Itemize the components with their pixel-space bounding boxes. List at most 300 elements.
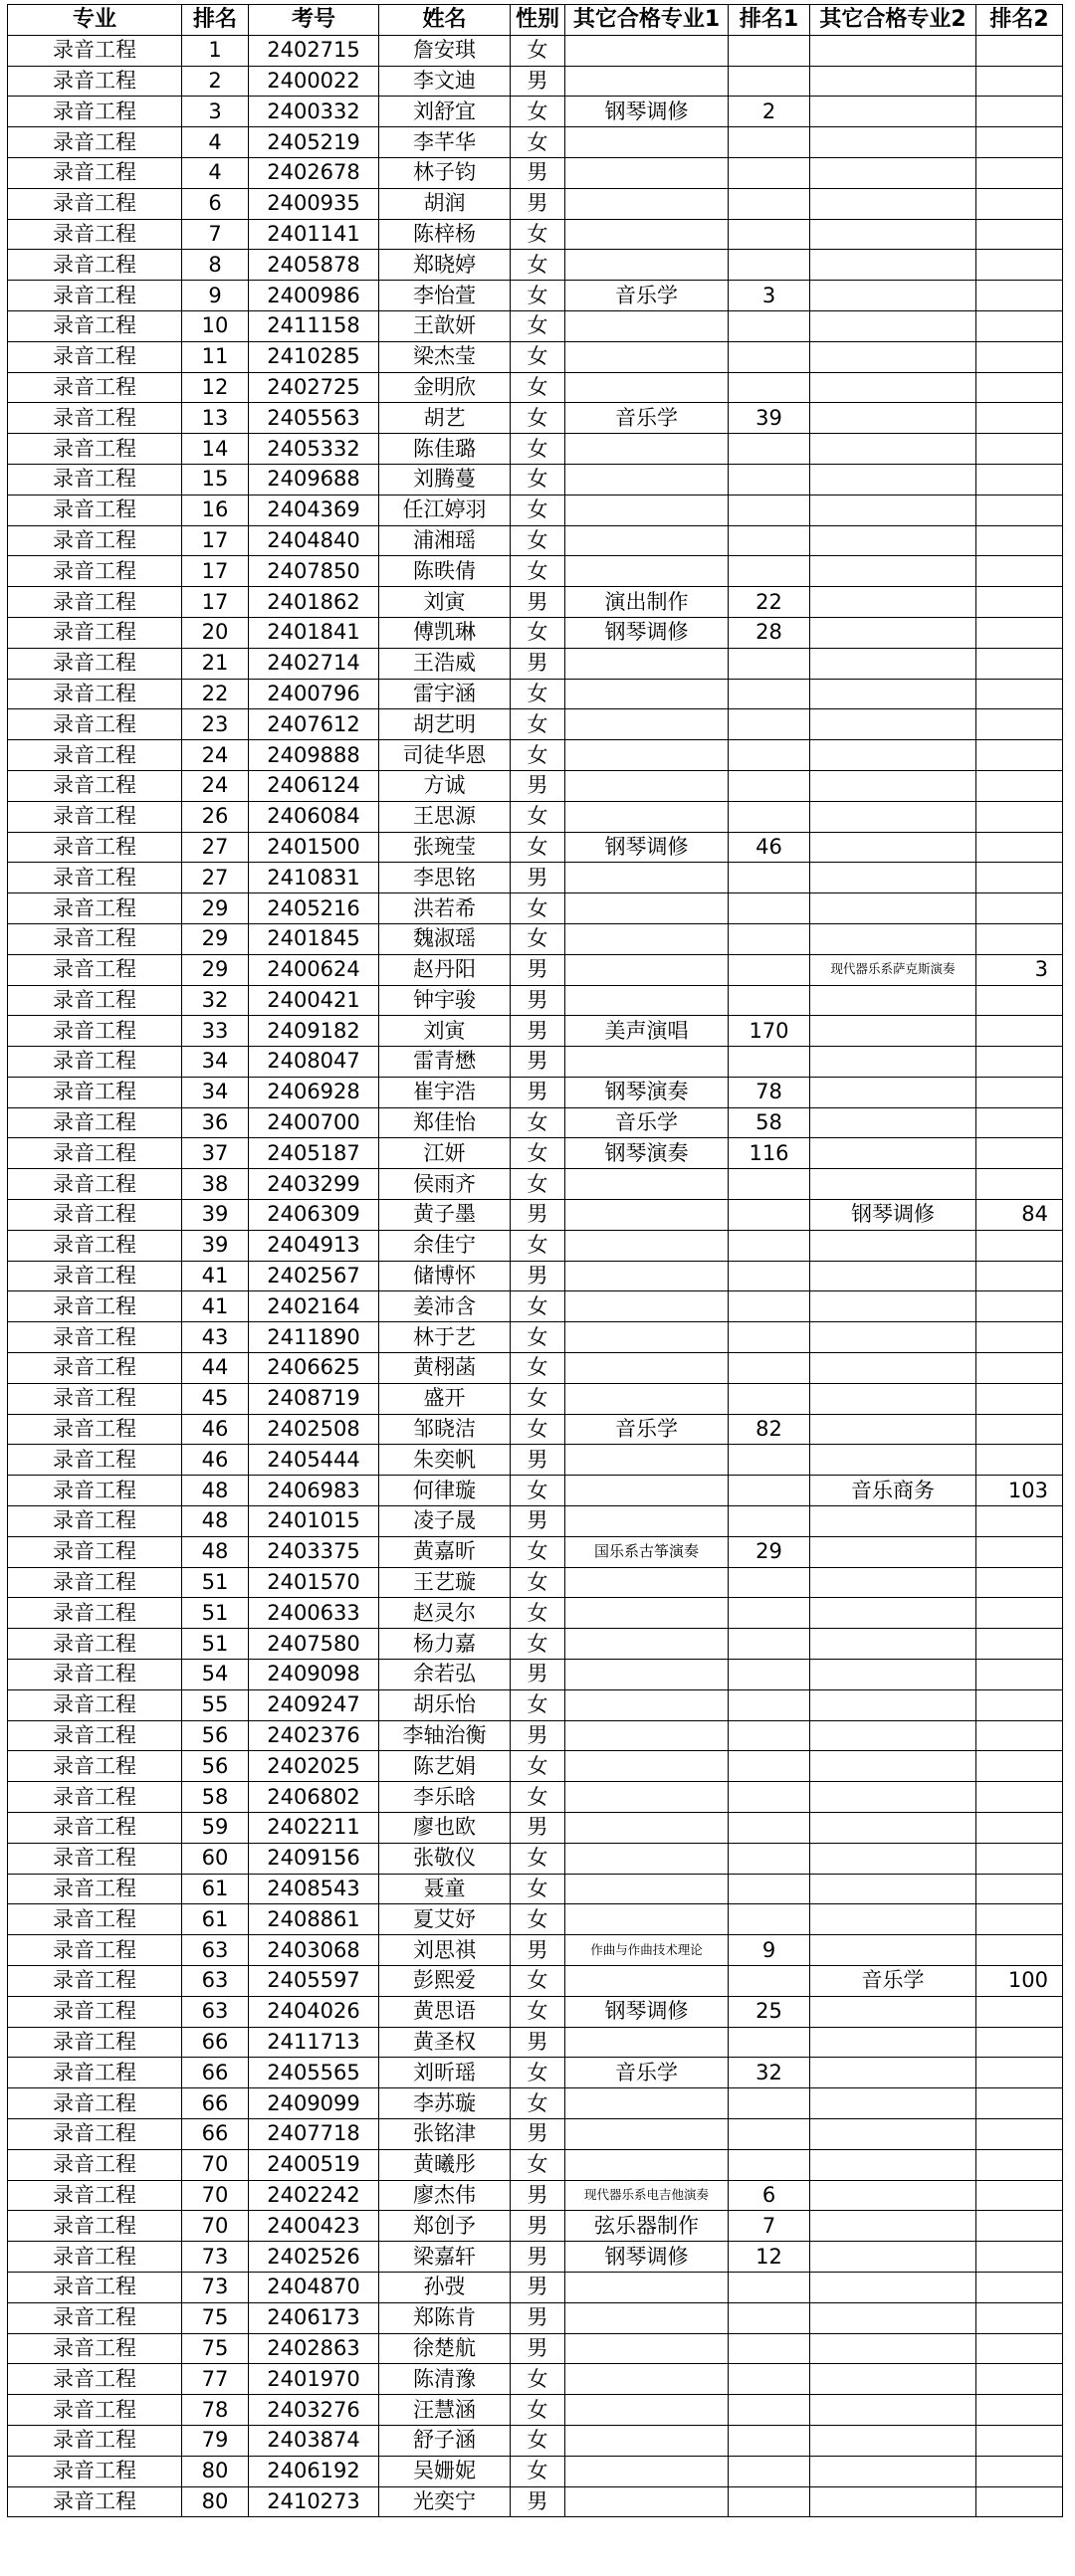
other-major-2-cell xyxy=(810,127,976,158)
gender-cell: 女 xyxy=(511,1843,565,1874)
rank-1-cell xyxy=(729,1966,810,1997)
name-cell: 刘舒宜 xyxy=(379,97,511,127)
rank-1-cell xyxy=(729,1904,810,1935)
major-cell: 录音工程 xyxy=(8,1322,182,1353)
exam-number-cell: 2402567 xyxy=(249,1261,379,1291)
exam-number-cell: 2402725 xyxy=(249,372,379,403)
other-major-1-cell xyxy=(565,66,729,97)
rank-1-cell xyxy=(729,1782,810,1813)
gender-cell: 男 xyxy=(511,954,565,985)
rank-1-cell xyxy=(729,1047,810,1078)
table-row xyxy=(8,403,1063,434)
rank-2-cell xyxy=(976,2333,1063,2364)
gender-cell: 女 xyxy=(511,281,565,311)
rank-cell: 17 xyxy=(182,587,249,618)
ranking-table xyxy=(7,4,1063,2517)
gender-cell: 男 xyxy=(511,1720,565,1751)
name-cell: 侯雨齐 xyxy=(379,1169,511,1200)
rank-2-cell xyxy=(976,1047,1063,1078)
rank-2-cell xyxy=(976,1660,1063,1690)
gender-cell: 女 xyxy=(511,1107,565,1138)
table-row xyxy=(8,1536,1063,1567)
rank-1-cell xyxy=(729,1660,810,1690)
table-row xyxy=(8,2180,1063,2211)
other-major-2-cell xyxy=(810,1629,976,1660)
rank-2-cell xyxy=(976,617,1063,648)
rank-1-cell: 7 xyxy=(729,2211,810,2242)
name-cell: 朱奕帆 xyxy=(379,1445,511,1476)
major-cell: 录音工程 xyxy=(8,709,182,740)
rank-cell: 27 xyxy=(182,832,249,863)
name-cell: 储博怀 xyxy=(379,1261,511,1291)
rank-cell: 37 xyxy=(182,1138,249,1169)
exam-number-cell: 2404369 xyxy=(249,495,379,525)
table-row xyxy=(8,1996,1063,2027)
table-row xyxy=(8,35,1063,66)
gender-cell: 女 xyxy=(511,2456,565,2486)
exam-number-cell: 2409247 xyxy=(249,1689,379,1720)
rank-cell: 16 xyxy=(182,495,249,525)
name-cell: 江妍 xyxy=(379,1138,511,1169)
name-cell: 陈昳倩 xyxy=(379,556,511,587)
major-cell: 录音工程 xyxy=(8,1689,182,1720)
major-cell: 录音工程 xyxy=(8,1904,182,1935)
rank-2-cell xyxy=(976,679,1063,709)
gender-cell: 女 xyxy=(511,525,565,556)
rank-1-cell xyxy=(729,770,810,801)
name-cell: 黄曦彤 xyxy=(379,2149,511,2180)
rank-cell: 33 xyxy=(182,1016,249,1047)
major-cell: 录音工程 xyxy=(8,1598,182,1629)
name-cell: 赵灵尔 xyxy=(379,1598,511,1629)
rank-cell: 17 xyxy=(182,525,249,556)
major-cell: 录音工程 xyxy=(8,281,182,311)
name-cell: 张敬仪 xyxy=(379,1843,511,1874)
name-cell: 廖也欧 xyxy=(379,1813,511,1844)
major-cell: 录音工程 xyxy=(8,1445,182,1476)
gender-cell: 男 xyxy=(511,1506,565,1537)
rank-cell: 66 xyxy=(182,2058,249,2088)
rank-1-cell xyxy=(729,1629,810,1660)
other-major-1-cell: 钢琴调修 xyxy=(565,832,729,863)
other-major-2-cell xyxy=(810,801,976,832)
rank-cell: 10 xyxy=(182,310,249,341)
rank-1-cell xyxy=(729,219,810,250)
name-cell: 王思源 xyxy=(379,801,511,832)
other-major-2-cell xyxy=(810,250,976,281)
other-major-2-cell xyxy=(810,648,976,679)
rank-1-cell xyxy=(729,66,810,97)
other-major-1-cell xyxy=(565,2118,729,2149)
other-major-1-cell xyxy=(565,1813,729,1844)
name-cell: 雷宇涵 xyxy=(379,679,511,709)
table-row xyxy=(8,1169,1063,1200)
other-major-1-cell xyxy=(565,770,729,801)
major-cell: 录音工程 xyxy=(8,2149,182,2180)
name-cell: 梁杰莹 xyxy=(379,341,511,372)
major-cell: 录音工程 xyxy=(8,1567,182,1598)
gender-cell: 男 xyxy=(511,157,565,188)
table-row xyxy=(8,1843,1063,1874)
rank-2-cell xyxy=(976,434,1063,465)
rank-1-cell: 32 xyxy=(729,2058,810,2088)
exam-number-cell: 2402164 xyxy=(249,1291,379,1322)
gender-cell: 男 xyxy=(511,648,565,679)
name-cell: 赵丹阳 xyxy=(379,954,511,985)
gender-cell: 女 xyxy=(511,1138,565,1169)
exam-number-cell: 2401015 xyxy=(249,1506,379,1537)
major-cell: 录音工程 xyxy=(8,1291,182,1322)
rank-cell: 45 xyxy=(182,1383,249,1414)
other-major-1-cell xyxy=(565,679,729,709)
table-row xyxy=(8,464,1063,495)
other-major-1-cell xyxy=(565,1383,729,1414)
gender-cell: 女 xyxy=(511,2364,565,2395)
table-row xyxy=(8,2272,1063,2302)
exam-number-cell: 2406802 xyxy=(249,1782,379,1813)
major-cell: 录音工程 xyxy=(8,648,182,679)
table-row xyxy=(8,1660,1063,1690)
gender-cell: 女 xyxy=(511,740,565,771)
rank-1-cell: 39 xyxy=(729,403,810,434)
major-cell: 录音工程 xyxy=(8,403,182,434)
rank-cell: 2 xyxy=(182,66,249,97)
other-major-2-cell xyxy=(810,1077,976,1107)
gender-cell: 女 xyxy=(511,832,565,863)
rank-cell: 73 xyxy=(182,2242,249,2273)
gender-cell: 男 xyxy=(511,2118,565,2149)
major-cell: 录音工程 xyxy=(8,2180,182,2211)
exam-number-cell: 2406192 xyxy=(249,2456,379,2486)
rank-2-cell xyxy=(976,1353,1063,1384)
table-row xyxy=(8,1077,1063,1107)
name-cell: 黄栩菡 xyxy=(379,1353,511,1384)
other-major-2-cell xyxy=(810,1445,976,1476)
other-major-1-cell xyxy=(565,2395,729,2426)
major-cell: 录音工程 xyxy=(8,893,182,924)
exam-number-cell: 2409156 xyxy=(249,1843,379,1874)
other-major-1-cell xyxy=(565,2027,729,2058)
rank-cell: 55 xyxy=(182,1689,249,1720)
other-major-1-cell: 钢琴调修 xyxy=(565,2242,729,2273)
other-major-1-cell xyxy=(565,1506,729,1537)
major-cell: 录音工程 xyxy=(8,1353,182,1384)
exam-number-cell: 2400796 xyxy=(249,679,379,709)
rank-2-cell xyxy=(976,1996,1063,2027)
table-row xyxy=(8,1261,1063,1291)
table-row xyxy=(8,985,1063,1016)
gender-cell: 男 xyxy=(511,1935,565,1966)
rank-cell: 29 xyxy=(182,893,249,924)
name-cell: 何律璇 xyxy=(379,1476,511,1506)
major-cell: 录音工程 xyxy=(8,954,182,985)
major-cell: 录音工程 xyxy=(8,679,182,709)
other-major-1-cell xyxy=(565,2364,729,2395)
exam-number-cell: 2410285 xyxy=(249,341,379,372)
other-major-2-cell: 音乐商务 xyxy=(810,1476,976,1506)
rank-2-cell xyxy=(976,2302,1063,2333)
other-major-1-cell xyxy=(565,893,729,924)
other-major-1-cell xyxy=(565,1629,729,1660)
exam-number-cell: 2406928 xyxy=(249,1077,379,1107)
table-row xyxy=(8,740,1063,771)
rank-1-cell xyxy=(729,2088,810,2119)
other-major-2-cell xyxy=(810,2242,976,2273)
major-cell: 录音工程 xyxy=(8,1966,182,1997)
rank-2-cell: 100 xyxy=(976,1966,1063,1997)
other-major-1-cell: 弦乐器制作 xyxy=(565,2211,729,2242)
name-cell: 胡艺 xyxy=(379,403,511,434)
other-major-2-cell xyxy=(810,863,976,893)
rank-2-cell xyxy=(976,1598,1063,1629)
rank-2-cell xyxy=(976,2395,1063,2426)
rank-2-cell xyxy=(976,863,1063,893)
rank-1-cell xyxy=(729,893,810,924)
rank-1-cell xyxy=(729,2486,810,2517)
rank-cell: 51 xyxy=(182,1598,249,1629)
rank-1-cell: 78 xyxy=(729,1077,810,1107)
other-major-2-cell xyxy=(810,2272,976,2302)
rank-2-cell xyxy=(976,2242,1063,2273)
other-major-1-cell xyxy=(565,648,729,679)
rank-cell: 21 xyxy=(182,648,249,679)
rank-1-cell xyxy=(729,1689,810,1720)
name-cell: 黄子墨 xyxy=(379,1200,511,1231)
rank-2-cell xyxy=(976,250,1063,281)
name-cell: 郑创予 xyxy=(379,2211,511,2242)
name-cell: 林子钧 xyxy=(379,157,511,188)
other-major-1-cell xyxy=(565,2333,729,2364)
other-major-1-cell xyxy=(565,863,729,893)
other-major-1-cell xyxy=(565,2486,729,2517)
rank-1-cell xyxy=(729,341,810,372)
other-major-2-cell xyxy=(810,923,976,954)
rank-2-cell xyxy=(976,2211,1063,2242)
other-major-1-cell xyxy=(565,923,729,954)
rank-2-cell xyxy=(976,2088,1063,2119)
exam-number-cell: 2407580 xyxy=(249,1629,379,1660)
rank-cell: 17 xyxy=(182,556,249,587)
table-row xyxy=(8,1629,1063,1660)
table-row xyxy=(8,2333,1063,2364)
gender-cell: 女 xyxy=(511,97,565,127)
table-row xyxy=(8,2364,1063,2395)
rank-2-cell xyxy=(976,66,1063,97)
table-row xyxy=(8,1107,1063,1138)
rank-2-cell xyxy=(976,1843,1063,1874)
name-cell: 汪慧涵 xyxy=(379,2395,511,2426)
rank-1-cell xyxy=(729,648,810,679)
other-major-1-cell xyxy=(565,1660,729,1690)
rank-cell: 22 xyxy=(182,679,249,709)
table-row xyxy=(8,863,1063,893)
gender-cell: 男 xyxy=(511,2302,565,2333)
exam-number-cell: 2402242 xyxy=(249,2180,379,2211)
gender-cell: 男 xyxy=(511,1813,565,1844)
rank-cell: 58 xyxy=(182,1782,249,1813)
rank-1-cell: 28 xyxy=(729,617,810,648)
table-row xyxy=(8,1751,1063,1782)
name-cell: 余佳宁 xyxy=(379,1230,511,1261)
rank-cell: 63 xyxy=(182,1966,249,1997)
rank-cell: 20 xyxy=(182,617,249,648)
name-cell: 夏艾妤 xyxy=(379,1904,511,1935)
rank-2-cell xyxy=(976,893,1063,924)
name-cell: 刘寅 xyxy=(379,1016,511,1047)
rank-1-cell: 25 xyxy=(729,1996,810,2027)
rank-1-cell xyxy=(729,2456,810,2486)
other-major-1-cell: 钢琴调修 xyxy=(565,97,729,127)
rank-1-cell xyxy=(729,1445,810,1476)
other-major-2-cell xyxy=(810,1904,976,1935)
gender-cell: 女 xyxy=(511,1598,565,1629)
major-cell: 录音工程 xyxy=(8,985,182,1016)
rank-cell: 75 xyxy=(182,2333,249,2364)
rank-2-cell xyxy=(976,281,1063,311)
exam-number-cell: 2400633 xyxy=(249,1598,379,1629)
table-row xyxy=(8,1782,1063,1813)
other-major-2-cell xyxy=(810,2395,976,2426)
table-row xyxy=(8,1935,1063,1966)
other-major-1-cell xyxy=(565,372,729,403)
major-cell: 录音工程 xyxy=(8,1506,182,1537)
other-major-1-cell xyxy=(565,1445,729,1476)
name-cell: 任江婷羽 xyxy=(379,495,511,525)
gender-cell: 女 xyxy=(511,1874,565,1904)
other-major-1-cell xyxy=(565,341,729,372)
rank-cell: 11 xyxy=(182,341,249,372)
other-major-1-cell xyxy=(565,250,729,281)
exam-number-cell: 2401500 xyxy=(249,832,379,863)
table-row xyxy=(8,2242,1063,2273)
table-row xyxy=(8,495,1063,525)
other-major-2-cell xyxy=(810,1536,976,1567)
rank-cell: 66 xyxy=(182,2118,249,2149)
major-cell: 录音工程 xyxy=(8,1414,182,1445)
rank-1-cell xyxy=(729,525,810,556)
rank-cell: 27 xyxy=(182,863,249,893)
major-cell: 录音工程 xyxy=(8,587,182,618)
other-major-1-cell xyxy=(565,157,729,188)
gender-cell: 女 xyxy=(511,1414,565,1445)
rank-1-cell: 82 xyxy=(729,1414,810,1445)
rank-1-cell xyxy=(729,863,810,893)
rank-2-cell xyxy=(976,2149,1063,2180)
major-cell: 录音工程 xyxy=(8,219,182,250)
rank-1-cell xyxy=(729,709,810,740)
rank-cell: 66 xyxy=(182,2088,249,2119)
major-cell: 录音工程 xyxy=(8,2302,182,2333)
table-row xyxy=(8,2027,1063,2058)
rank-cell: 7 xyxy=(182,219,249,250)
rank-cell: 41 xyxy=(182,1261,249,1291)
major-cell: 录音工程 xyxy=(8,2486,182,2517)
name-cell: 詹安琪 xyxy=(379,35,511,66)
major-cell: 录音工程 xyxy=(8,2333,182,2364)
exam-number-cell: 2403276 xyxy=(249,2395,379,2426)
exam-number-cell: 2411713 xyxy=(249,2027,379,2058)
other-major-2-cell xyxy=(810,1047,976,1078)
other-major-1-cell: 音乐学 xyxy=(565,281,729,311)
major-cell: 录音工程 xyxy=(8,1383,182,1414)
rank-2-cell xyxy=(976,525,1063,556)
exam-number-cell: 2405219 xyxy=(249,127,379,158)
table-row xyxy=(8,1506,1063,1537)
name-cell: 郑佳怡 xyxy=(379,1107,511,1138)
exam-number-cell: 2408047 xyxy=(249,1047,379,1078)
table-row xyxy=(8,1966,1063,1997)
rank-2-cell xyxy=(976,1874,1063,1904)
rank-cell: 4 xyxy=(182,157,249,188)
other-major-1-cell xyxy=(565,1720,729,1751)
name-cell: 郑陈肯 xyxy=(379,2302,511,2333)
exam-number-cell: 2400935 xyxy=(249,188,379,219)
rank-2-cell: 103 xyxy=(976,1476,1063,1506)
major-cell: 录音工程 xyxy=(8,2425,182,2456)
other-major-2-cell xyxy=(810,1935,976,1966)
exam-number-cell: 2400700 xyxy=(249,1107,379,1138)
name-cell: 盛开 xyxy=(379,1383,511,1414)
rank-cell: 78 xyxy=(182,2395,249,2426)
gender-cell: 男 xyxy=(511,2027,565,2058)
major-cell: 录音工程 xyxy=(8,1843,182,1874)
other-major-2-cell xyxy=(810,1414,976,1445)
major-cell: 录音工程 xyxy=(8,1261,182,1291)
table-row xyxy=(8,1720,1063,1751)
exam-number-cell: 2401141 xyxy=(249,219,379,250)
exam-number-cell: 2403299 xyxy=(249,1169,379,1200)
name-cell: 黄嘉昕 xyxy=(379,1536,511,1567)
other-major-1-cell: 钢琴调修 xyxy=(565,1996,729,2027)
other-major-2-cell xyxy=(810,1813,976,1844)
table-row xyxy=(8,281,1063,311)
gender-cell: 男 xyxy=(511,1016,565,1047)
other-major-2-cell xyxy=(810,2302,976,2333)
rank-1-cell xyxy=(729,1200,810,1231)
header-other-major-1: 其它合格专业1 xyxy=(565,5,729,36)
name-cell: 陈艺娟 xyxy=(379,1751,511,1782)
rank-2-cell xyxy=(976,2118,1063,2149)
gender-cell: 男 xyxy=(511,2272,565,2302)
rank-2-cell xyxy=(976,587,1063,618)
rank-cell: 77 xyxy=(182,2364,249,2395)
rank-1-cell: 170 xyxy=(729,1016,810,1047)
rank-2-cell xyxy=(976,1629,1063,1660)
rank-cell: 48 xyxy=(182,1506,249,1537)
other-major-1-cell: 音乐学 xyxy=(565,1414,729,1445)
other-major-2-cell: 钢琴调修 xyxy=(810,1200,976,1231)
table-row xyxy=(8,1200,1063,1231)
gender-cell: 男 xyxy=(511,770,565,801)
exam-number-cell: 2400423 xyxy=(249,2211,379,2242)
major-cell: 录音工程 xyxy=(8,556,182,587)
other-major-2-cell xyxy=(810,1996,976,2027)
rank-cell: 70 xyxy=(182,2180,249,2211)
other-major-2-cell xyxy=(810,1138,976,1169)
other-major-1-cell xyxy=(565,2088,729,2119)
major-cell: 录音工程 xyxy=(8,740,182,771)
major-cell: 录音工程 xyxy=(8,2211,182,2242)
major-cell: 录音工程 xyxy=(8,525,182,556)
gender-cell: 女 xyxy=(511,1536,565,1567)
rank-2-cell xyxy=(976,2486,1063,2517)
other-major-2-cell xyxy=(810,1843,976,1874)
rank-1-cell xyxy=(729,495,810,525)
table-row xyxy=(8,1445,1063,1476)
major-cell: 录音工程 xyxy=(8,2395,182,2426)
exam-number-cell: 2406309 xyxy=(249,1200,379,1231)
rank-1-cell xyxy=(729,1874,810,1904)
